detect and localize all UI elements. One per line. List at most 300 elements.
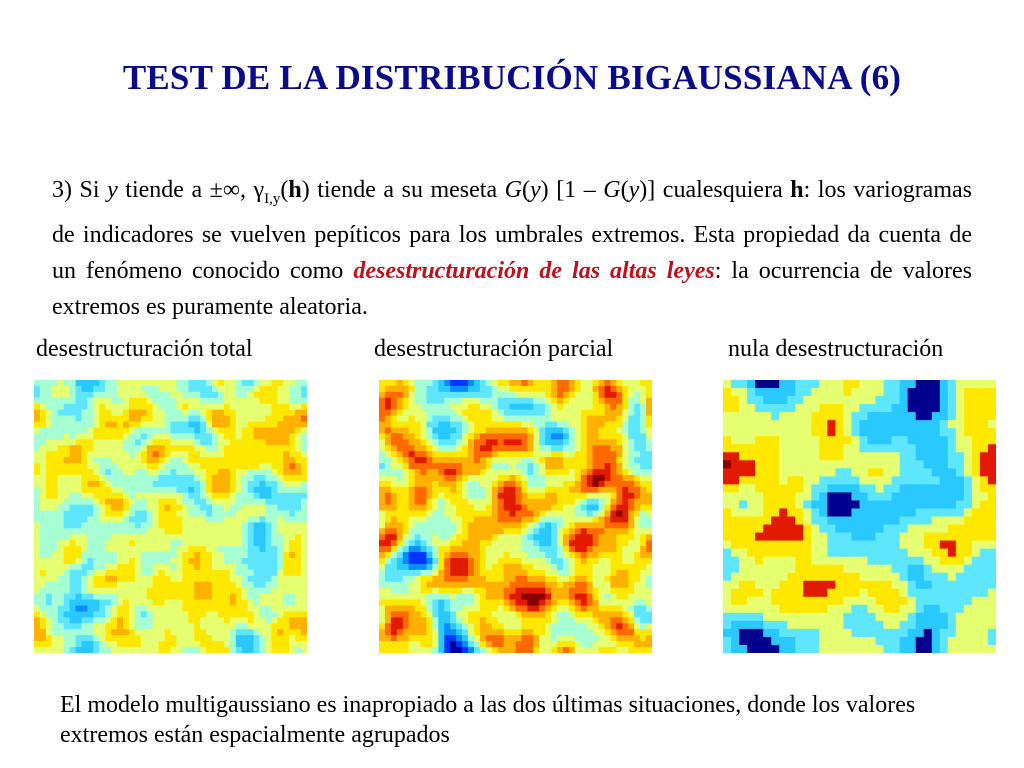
map-cell	[964, 380, 973, 389]
map-cell	[835, 428, 844, 437]
map-cell	[811, 468, 820, 477]
map-cell	[301, 611, 307, 617]
map-cell	[271, 635, 277, 641]
map-cell	[763, 500, 772, 509]
map-cell	[188, 457, 194, 463]
map-cell	[739, 500, 748, 509]
map-cell	[415, 487, 421, 493]
map-cell	[182, 433, 188, 439]
map-cell	[194, 552, 200, 558]
map-cell	[76, 398, 82, 404]
map-cell	[763, 492, 772, 501]
map-cell	[58, 617, 64, 623]
map-cell	[58, 594, 64, 600]
map-cell	[640, 570, 646, 576]
map-cell	[444, 588, 450, 594]
map-cell	[474, 505, 480, 511]
map-cell	[438, 416, 444, 422]
map-cell	[593, 386, 599, 392]
map-cell	[480, 427, 486, 433]
map-cell	[486, 499, 492, 505]
map-cell	[230, 600, 236, 606]
map-cell	[510, 558, 516, 564]
map-cell	[248, 398, 254, 404]
map-cell	[587, 427, 593, 433]
map-cell	[212, 588, 218, 594]
map-cell	[426, 576, 432, 582]
map-cell	[200, 540, 206, 546]
map-cell	[593, 511, 599, 517]
map-cell	[301, 416, 307, 422]
map-cell	[462, 439, 468, 445]
map-cell	[391, 439, 397, 445]
map-cell	[385, 439, 391, 445]
map-cell	[450, 487, 456, 493]
map-cell	[924, 404, 933, 413]
map-cell	[403, 505, 409, 511]
map-cell	[980, 484, 989, 493]
map-cell	[468, 635, 474, 641]
map-cell	[868, 420, 877, 429]
map-cell	[218, 416, 224, 422]
map-cell	[516, 422, 522, 428]
map-cell	[254, 427, 260, 433]
map-cell	[587, 552, 593, 558]
map-cell	[948, 428, 957, 437]
map-cell	[988, 492, 996, 501]
map-cell	[581, 398, 587, 404]
map-cell	[779, 541, 788, 550]
map-cell	[456, 505, 462, 511]
map-cell	[876, 500, 885, 509]
map-cell	[194, 594, 200, 600]
map-cell	[610, 611, 616, 617]
map-cell	[236, 582, 242, 588]
map-cell	[153, 427, 159, 433]
map-cell	[64, 445, 70, 451]
map-cell	[569, 493, 575, 499]
map-cell	[230, 528, 236, 534]
map-cell	[283, 505, 289, 511]
map-cell	[391, 463, 397, 469]
map-cell	[755, 444, 764, 453]
map-cell	[747, 549, 756, 558]
map-cell	[99, 457, 105, 463]
map-cell	[527, 540, 533, 546]
map-cell	[628, 475, 634, 481]
map-cell	[628, 641, 634, 647]
map-cell	[295, 398, 301, 404]
map-cell	[581, 647, 587, 653]
map-cell	[527, 386, 533, 392]
map-cell	[76, 469, 82, 475]
map-cell	[516, 611, 522, 617]
map-cell	[634, 475, 640, 481]
map-cell	[545, 534, 551, 540]
map-cell	[230, 445, 236, 451]
map-cell	[956, 541, 965, 550]
map-cell	[289, 611, 295, 617]
map-cell	[200, 611, 206, 617]
map-cell	[980, 428, 989, 437]
map-cell	[76, 576, 82, 582]
map-cell	[277, 558, 283, 564]
map-cell	[242, 469, 248, 475]
map-cell	[141, 487, 147, 493]
map-cell	[450, 517, 456, 523]
map-cell	[646, 505, 652, 511]
map-cell	[283, 582, 289, 588]
map-cell	[827, 533, 836, 542]
subscript: I,y	[264, 191, 281, 207]
map-cell	[803, 460, 812, 469]
map-cell	[117, 564, 123, 570]
map-cell	[474, 647, 480, 653]
map-cell	[646, 564, 652, 570]
map-cell	[421, 439, 427, 445]
map-cell	[289, 635, 295, 641]
map-cell	[188, 487, 194, 493]
map-cell	[640, 445, 646, 451]
map-cell	[438, 522, 444, 528]
map-cell	[868, 428, 877, 437]
map-cell	[111, 439, 117, 445]
map-cell	[480, 647, 486, 653]
map-cell	[260, 499, 266, 505]
para-text: )] cualesquiera	[639, 177, 791, 203]
map-cell	[289, 552, 295, 558]
map-cell	[260, 416, 266, 422]
map-cell	[504, 433, 510, 439]
map-cell	[432, 463, 438, 469]
map-cell	[52, 552, 58, 558]
map-cell	[634, 611, 640, 617]
map-cell	[194, 433, 200, 439]
map-cell	[295, 433, 301, 439]
map-cell	[182, 511, 188, 517]
map-cell	[569, 611, 575, 617]
map-cell	[135, 499, 141, 505]
map-cell	[153, 451, 159, 457]
map-cell	[147, 641, 153, 647]
map-cell	[224, 623, 230, 629]
map-cell	[432, 552, 438, 558]
map-cell	[242, 594, 248, 600]
map-cell	[450, 499, 456, 505]
map-cell	[545, 392, 551, 398]
map-cell	[165, 522, 171, 528]
map-cell	[980, 460, 989, 469]
map-cell	[605, 606, 611, 612]
map-cell	[46, 433, 52, 439]
map-cell	[557, 522, 563, 528]
map-cell	[599, 427, 605, 433]
map-cell	[135, 445, 141, 451]
map-cell	[159, 499, 165, 505]
map-cell	[622, 505, 628, 511]
map-cell	[616, 629, 622, 635]
map-cell	[385, 493, 391, 499]
map-cell	[884, 388, 893, 397]
map-cell	[218, 386, 224, 392]
map-cell	[569, 629, 575, 635]
map-cell	[498, 410, 504, 416]
map-cell	[421, 517, 427, 523]
map-cell	[616, 451, 622, 457]
map-cell	[182, 445, 188, 451]
map-cell	[58, 558, 64, 564]
map-cell	[206, 546, 212, 552]
map-cell	[860, 396, 869, 405]
map-cell	[271, 481, 277, 487]
map-cell	[421, 410, 427, 416]
map-cell	[456, 606, 462, 612]
map-cell	[462, 629, 468, 635]
map-cell	[510, 493, 516, 499]
map-cell	[64, 629, 70, 635]
map-cell	[492, 552, 498, 558]
map-cell	[212, 617, 218, 623]
map-cell	[972, 525, 981, 534]
map-cell	[111, 617, 117, 623]
map-cell	[129, 493, 135, 499]
map-cell	[93, 576, 99, 582]
map-cell	[141, 386, 147, 392]
map-cell	[70, 422, 76, 428]
map-cell	[771, 436, 780, 445]
map-cell	[165, 463, 171, 469]
map-cell	[851, 541, 860, 550]
map-cell	[510, 534, 516, 540]
map-cell	[111, 427, 117, 433]
map-cell	[787, 460, 796, 469]
map-cell	[868, 541, 877, 550]
map-cell	[498, 552, 504, 558]
map-cell	[763, 428, 772, 437]
map-cell	[908, 380, 917, 389]
map-cell	[533, 647, 539, 653]
map-cell	[747, 525, 756, 534]
map-cell	[421, 457, 427, 463]
map-cell	[819, 484, 828, 493]
map-cell	[141, 540, 147, 546]
map-cell	[254, 493, 260, 499]
map-cell	[165, 517, 171, 523]
map-cell	[93, 427, 99, 433]
map-cell	[385, 576, 391, 582]
map-cell	[835, 541, 844, 550]
map-cell	[468, 469, 474, 475]
map-cell	[171, 594, 177, 600]
map-cell	[539, 641, 545, 647]
map-cell	[622, 570, 628, 576]
map-cell	[964, 388, 973, 397]
map-cell	[988, 500, 996, 509]
map-cell	[438, 576, 444, 582]
map-cell	[940, 420, 949, 429]
map-cell	[176, 427, 182, 433]
map-cell	[230, 499, 236, 505]
map-cell	[87, 463, 93, 469]
map-cell	[159, 481, 165, 487]
map-cell	[379, 386, 385, 392]
map-cell	[111, 404, 117, 410]
map-cell	[628, 517, 634, 523]
map-cell	[283, 392, 289, 398]
map-cell	[224, 493, 230, 499]
map-cell	[605, 392, 611, 398]
map-cell	[860, 541, 869, 550]
map-cell	[616, 499, 622, 505]
map-cell	[462, 433, 468, 439]
map-cell	[640, 611, 646, 617]
map-cell	[581, 635, 587, 641]
map-cell	[545, 511, 551, 517]
map-cell	[462, 623, 468, 629]
map-cell	[533, 493, 539, 499]
map-cell	[527, 588, 533, 594]
map-cell	[385, 380, 391, 386]
map-cell	[628, 445, 634, 451]
map-cell	[932, 412, 941, 421]
map-cell	[283, 410, 289, 416]
map-cell	[409, 570, 415, 576]
map-cell	[301, 588, 307, 594]
map-cell	[916, 468, 925, 477]
map-cell	[462, 380, 468, 386]
map-cell	[924, 533, 933, 542]
map-cell	[563, 635, 569, 641]
map-cell	[527, 427, 533, 433]
map-cell	[628, 588, 634, 594]
map-cell	[444, 511, 450, 517]
map-cell	[409, 534, 415, 540]
map-cell	[755, 492, 764, 501]
map-cell	[283, 522, 289, 528]
map-cell	[527, 647, 533, 653]
map-cell	[52, 617, 58, 623]
map-cell	[964, 508, 973, 517]
map-cell	[188, 522, 194, 528]
map-cell	[194, 558, 200, 564]
map-cell	[787, 380, 796, 389]
map-cell	[988, 517, 996, 526]
map-cell	[81, 546, 87, 552]
map-cell	[787, 452, 796, 461]
map-cell	[811, 500, 820, 509]
map-cell	[206, 617, 212, 623]
map-cell	[265, 546, 271, 552]
map-cell	[432, 451, 438, 457]
map-cell	[851, 500, 860, 509]
map-cell	[212, 511, 218, 517]
map-cell	[803, 500, 812, 509]
map-cell	[486, 493, 492, 499]
map-cell	[421, 386, 427, 392]
map-cell	[640, 499, 646, 505]
map-cell	[34, 623, 40, 629]
map-cell	[438, 647, 444, 653]
map-cell	[123, 398, 129, 404]
map-cell	[763, 444, 772, 453]
para-text: : los variogramas de indicadores se vuelven pepíticos para los umbrales extremos. Esta propiedad da cuenta de un fenómeno conocido como	[52, 177, 972, 284]
map-cell	[70, 380, 76, 386]
map-cell	[563, 433, 569, 439]
map-cell	[188, 606, 194, 612]
map-cell	[415, 540, 421, 546]
map-cell	[557, 451, 563, 457]
map-cell	[634, 487, 640, 493]
map-cell	[99, 499, 105, 505]
map-cell	[99, 422, 105, 428]
map-cell	[581, 534, 587, 540]
map-cell	[557, 404, 563, 410]
map-cell	[289, 511, 295, 517]
map-cell	[432, 564, 438, 570]
map-cell	[212, 552, 218, 558]
map-cell	[516, 386, 522, 392]
map-cell	[892, 380, 901, 389]
map-cell	[843, 517, 852, 526]
map-cell	[271, 451, 277, 457]
map-cell	[634, 588, 640, 594]
map-cell	[87, 534, 93, 540]
map-cell	[581, 469, 587, 475]
map-cell	[188, 404, 194, 410]
map-cell	[581, 522, 587, 528]
map-cell	[254, 416, 260, 422]
map-cell	[87, 392, 93, 398]
map-cell	[616, 641, 622, 647]
map-cell	[581, 445, 587, 451]
map-cell	[426, 611, 432, 617]
map-cell	[93, 398, 99, 404]
map-cell	[504, 611, 510, 617]
map-cell	[426, 570, 432, 576]
map-cell	[99, 392, 105, 398]
map-cell	[129, 588, 135, 594]
map-cell	[129, 641, 135, 647]
map-cell	[159, 517, 165, 523]
map-cell	[117, 623, 123, 629]
map-cell	[289, 457, 295, 463]
map-cell	[81, 600, 87, 606]
map-cell	[277, 629, 283, 635]
map-cell	[123, 487, 129, 493]
map-cell	[980, 517, 989, 526]
map-cell	[634, 552, 640, 558]
map-cell	[188, 380, 194, 386]
map-cell	[551, 647, 557, 653]
map-cell	[462, 398, 468, 404]
map-cell	[557, 576, 563, 582]
map-cell	[884, 549, 893, 558]
map-cell	[188, 558, 194, 564]
map-cell	[171, 380, 177, 386]
map-cell	[819, 492, 828, 501]
map-cell	[593, 594, 599, 600]
map-cell	[492, 493, 498, 499]
map-cell	[980, 500, 989, 509]
map-cell	[153, 487, 159, 493]
map-cell	[876, 388, 885, 397]
map-cell	[117, 493, 123, 499]
map-cell	[194, 611, 200, 617]
map-cell	[456, 493, 462, 499]
map-cell	[835, 500, 844, 509]
map-cell	[105, 469, 111, 475]
map-cell	[843, 452, 852, 461]
